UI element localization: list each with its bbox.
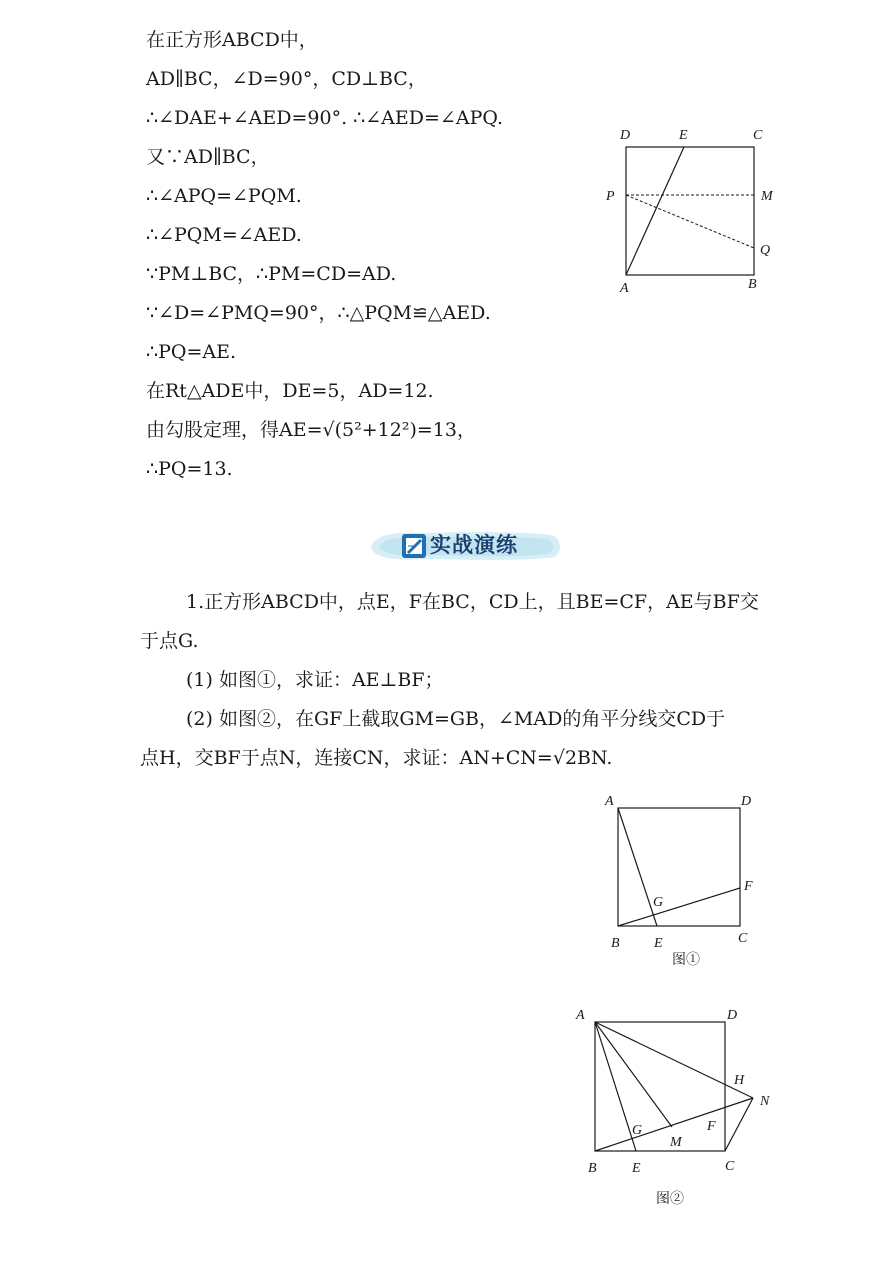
label-F: F <box>707 1119 716 1134</box>
solution-line: 又∵AD∥BC， <box>146 146 270 168</box>
solution-line: ∴∠PQM=∠AED. <box>146 224 302 246</box>
label-D: D <box>741 794 752 809</box>
label-A: A <box>605 794 614 809</box>
exercise-line: 1.正方形ABCD中，点E，F在BC，CD上，且BE=CF，AE与BF交 <box>186 591 759 613</box>
label-N: N <box>760 1094 770 1109</box>
figure-2 <box>570 1004 790 1184</box>
label-M: M <box>761 189 773 204</box>
solution-line: AD∥BC，∠D=90°，CD⊥BC， <box>146 68 427 90</box>
solution-line: ∵PM⊥BC，∴PM=CD=AD. <box>146 263 397 285</box>
solution-line: 在正方形ABCD中， <box>146 29 318 51</box>
label-A: A <box>576 1008 585 1023</box>
exercise-line: (2) 如图②，在GF上截取GM=GB，∠MAD的角平分线交CD于 <box>186 708 726 730</box>
label-D: D <box>620 128 631 143</box>
label-C: C <box>725 1159 735 1174</box>
square-figure-top <box>600 120 790 300</box>
figure-1 <box>600 790 770 960</box>
solution-line: ∴PQ=13. <box>146 458 233 480</box>
label-A: A <box>620 281 629 296</box>
exercise-line: 于点G. <box>140 630 199 652</box>
label-F: F <box>744 879 753 894</box>
solution-line: ∴PQ=AE. <box>146 341 236 363</box>
figure-1-caption: 图① <box>672 952 700 968</box>
label-E: E <box>679 128 688 143</box>
notebook-pencil-icon <box>402 534 426 558</box>
label-H: H <box>734 1073 745 1088</box>
label-D: D <box>727 1008 738 1023</box>
label-E: E <box>632 1161 641 1176</box>
label-B: B <box>611 936 620 951</box>
figure-2-caption: 图② <box>656 1191 684 1207</box>
label-G: G <box>632 1123 643 1138</box>
solution-line: 在Rt△ADE中，DE=5，AD=12. <box>146 380 434 402</box>
exercise-line: (1) 如图①，求证：AE⊥BF； <box>186 669 444 691</box>
label-E: E <box>654 936 663 951</box>
section-title: 实战演练 <box>430 533 518 557</box>
solution-line: ∴∠DAE+∠AED=90°. ∴∠AED=∠APQ. <box>146 107 504 129</box>
solution-line: ∴∠APQ=∠PQM. <box>146 185 302 207</box>
label-P: P <box>606 189 615 204</box>
label-C: C <box>753 128 763 143</box>
solution-line: ∵∠D=∠PMQ=90°，∴△PQM≌△AED. <box>146 302 491 324</box>
label-G: G <box>653 895 664 910</box>
label-B: B <box>588 1161 597 1176</box>
label-M: M <box>670 1135 682 1150</box>
label-Q: Q <box>760 243 771 258</box>
label-C: C <box>738 931 748 946</box>
exercise-line: 点H，交BF于点N，连接CN，求证：AN+CN=√2BN. <box>140 747 613 769</box>
label-B: B <box>748 277 757 292</box>
solution-line: 由勾股定理，得AE=√(5²+12²)=13， <box>146 419 476 441</box>
